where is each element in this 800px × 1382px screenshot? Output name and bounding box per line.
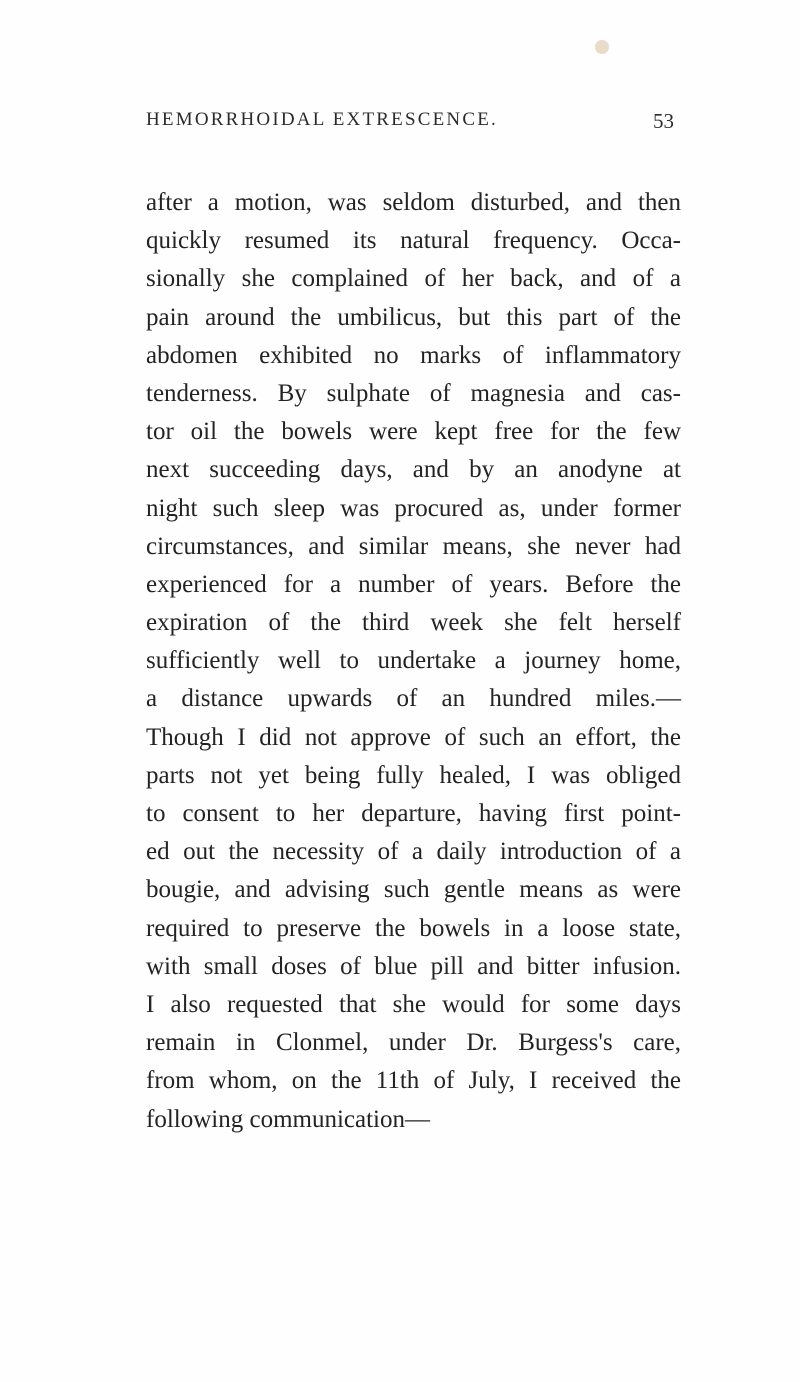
ink-spot [595, 40, 609, 54]
text-line: with small doses of blue pill and bitter infusion. [146, 952, 681, 980]
text-line: bougie, and advising such gentle means as were [146, 876, 681, 904]
running-title: HEMORRHOIDAL EXTRESCENCE. [146, 109, 498, 130]
text-line: experienced for a number of years. Before the [146, 570, 681, 598]
page-number: 53 [653, 109, 674, 133]
text-line: sionally she complained of her back, and of a [146, 265, 681, 293]
text-line: Though I did not approve of such an effort, the [146, 723, 681, 751]
text-line: a distance upwards of an hundred miles.— [146, 685, 681, 713]
text-line: night such sleep was procured as, under former [146, 494, 681, 522]
text-line: quickly resumed its natural frequency. Occa- [146, 227, 681, 255]
text-line: pain around the umbilicus, but this part of the [146, 303, 681, 331]
text-line: to consent to her departure, having first point- [146, 800, 681, 827]
text-line: after a motion, was seldom disturbed, and then [146, 189, 681, 216]
text-line: tenderness. By sulphate of magnesia and cas- [146, 379, 681, 407]
page-header [146, 109, 674, 139]
text-line: following communication— [146, 1105, 430, 1133]
text-line: remain in Clonmel, under Dr. Burgess's care, [146, 1029, 681, 1057]
text-line: tor oil the bowels were kept free for the few [146, 418, 681, 446]
text-line: circumstances, and similar means, she never had [146, 532, 681, 560]
text-line: sufficiently well to undertake a journey home, [146, 647, 681, 675]
text-line: next succeeding days, and by an anodyne at [146, 456, 681, 484]
text-line: expiration of the third week she felt herself [146, 609, 681, 637]
text-line: abdomen exhibited no marks of inflammatory [146, 341, 681, 369]
body-paragraph [146, 184, 686, 1139]
text-line: ed out the necessity of a daily introduction of a [146, 838, 681, 866]
text-line: parts not yet being fully healed, I was obliged [146, 761, 681, 789]
text-line: required to preserve the bowels in a loose state, [146, 914, 681, 942]
text-line: I also requested that she would for some days [146, 990, 681, 1018]
text-line: from whom, on the 11th of July, I received the [146, 1067, 681, 1095]
